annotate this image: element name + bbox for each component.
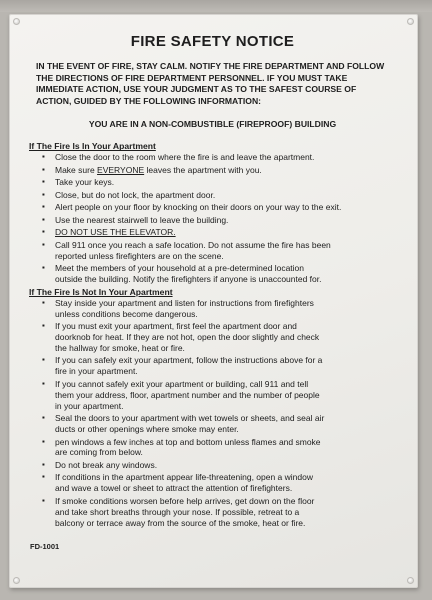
intro-line: IMMEDIATE ACTION, USE YOUR JUDGMENT AS TO THE SAFEST COURSE OF [36, 84, 357, 95]
instruction-line: If you must exit your apartment, first feel the apartment door and [55, 321, 297, 332]
bullet-icon: ▪ [42, 177, 45, 187]
instruction-line: Close the door to the room where the fire is and leave the apartment. [55, 152, 315, 163]
instruction-item [26, 227, 399, 238]
instruction-line: Seal the doors to your apartment with wet towels or sheets, and seal air [55, 413, 325, 424]
instruction-line: If smoke conditions worsen before help arrives, get down on the floor [55, 495, 315, 506]
instruction-item [26, 460, 399, 471]
intro-line: THE DIRECTIONS OF FIRE DEPARTMENT PERSONNEL. IF YOU MUST TAKE [36, 72, 348, 83]
instruction-text: leaves the apartment with you. [144, 164, 262, 175]
instruction-item [26, 496, 399, 529]
instruction-line: Alert people on your floor by knocking on their doors on your way to the exit. [55, 202, 342, 213]
rivet-icon [13, 18, 20, 25]
instruction-line: If you cannot safely exit your apartment or building, call 911 and tell [55, 378, 309, 389]
instruction-item [26, 298, 399, 320]
instruction-sections [26, 141, 399, 528]
bullet-icon: ▪ [42, 227, 45, 237]
instruction-item [26, 379, 399, 412]
instruction-item [26, 321, 399, 354]
instruction-line: balcony or terrace away from the source of the smoke, heat or fire. [55, 517, 306, 528]
bullet-icon: ▪ [42, 355, 45, 365]
instruction-line: Use the nearest stairwell to leave the building. [55, 214, 229, 225]
bullet-icon: ▪ [42, 321, 45, 331]
section-heading: If The Fire Is Not In Your Apartment [29, 286, 173, 297]
bullet-icon: ▪ [42, 214, 45, 224]
instruction-item [26, 472, 399, 494]
instruction-line: ducts or other openings where smoke may enter. [55, 424, 239, 435]
bullet-icon: ▪ [42, 164, 45, 174]
bullet-icon: ▪ [42, 495, 45, 505]
rivet-icon [13, 577, 20, 584]
instruction-item [26, 355, 399, 377]
instruction-line: Stay inside your apartment and listen for instructions from firefighters [55, 297, 314, 308]
bullet-icon: ▪ [42, 413, 45, 423]
instruction-line: Meet the members of your household at a pre-determined location [55, 263, 304, 274]
bullet-icon: ▪ [42, 189, 45, 199]
fire-safety-sign [9, 14, 418, 588]
instruction-line: outside the building. Notify the firefighters if anyone is unaccounted for. [55, 274, 322, 285]
bullet-icon: ▪ [42, 459, 45, 469]
wall-background [0, 0, 432, 12]
instruction-list [26, 298, 399, 529]
instruction-line: Do not break any windows. [55, 459, 158, 470]
instruction-line: the hallway for smoke, heat or fire. [55, 342, 185, 353]
instruction-item [26, 263, 399, 285]
instruction-line: fire in your apartment. [55, 366, 138, 377]
instruction-item [26, 437, 399, 459]
instruction-line: Take your keys. [55, 177, 115, 188]
instruction-item [26, 202, 399, 213]
rivet-icon [407, 18, 414, 25]
intro-line: ACTION, GUIDED BY THE FOLLOWING INFORMATION: [36, 95, 262, 106]
instruction-item [26, 413, 399, 435]
bullet-icon: ▪ [42, 263, 45, 273]
bullet-icon: ▪ [42, 297, 45, 307]
section-heading: If The Fire Is In Your Apartment [29, 141, 156, 152]
instruction-line: and wave a towel or sheet to attract the attention of firefighters. [55, 483, 293, 494]
instruction-line: in your apartment. [55, 400, 124, 411]
bullet-icon: ▪ [42, 202, 45, 212]
sign-code: FD-1001 [30, 542, 60, 551]
instruction-line: and take short breaths through your nose. If possible, retreat to a [55, 506, 300, 517]
bullet-icon: ▪ [42, 436, 45, 446]
building-type-notice: YOU ARE IN A NON-COMBUSTIBLE (FIREPROOF) BUILDING [88, 119, 337, 130]
instruction-item [26, 177, 399, 188]
bullet-icon: ▪ [42, 152, 45, 162]
bullet-icon: ▪ [42, 472, 45, 482]
bullet-icon: ▪ [42, 239, 45, 249]
rivet-icon [407, 577, 414, 584]
instruction-line: If conditions in the apartment appear life-threatening, open a window [55, 472, 313, 483]
instruction-line: Call 911 once you reach a safe location. Do not assume the fire has been [55, 239, 331, 250]
instruction-item [26, 215, 399, 226]
instruction-line: DO NOT USE THE ELEVATOR. [55, 227, 176, 238]
instruction-line: pen windows a few inches at top and bottom unless flames and smoke [55, 436, 321, 447]
bullet-icon: ▪ [42, 378, 45, 388]
instruction-item [26, 165, 399, 176]
instruction-item [26, 190, 399, 201]
instruction-line: unless conditions become dangerous. [55, 308, 198, 319]
instruction-line: Close, but do not lock, the apartment door. [55, 189, 216, 200]
intro-line: IN THE EVENT OF FIRE, STAY CALM. NOTIFY THE FIRE DEPARTMENT AND FOLLOW [36, 61, 385, 71]
instruction-list [26, 152, 399, 285]
instruction-item [26, 152, 399, 163]
instruction-line: If you can safely exit your apartment, follow the instructions above for a [55, 355, 323, 366]
instruction-line: them your address, floor, apartment number and the number of people [55, 389, 320, 400]
instruction-line: reported unless firefighters are on the scene. [55, 250, 224, 261]
intro-paragraph [36, 61, 393, 107]
emphasized-word: EVERYONE [97, 164, 145, 175]
sign-title: FIRE SAFETY NOTICE [130, 33, 295, 50]
instruction-line: doorknob for heat. If they are not hot, open the door slightly and check [55, 332, 320, 342]
instruction-text: Make sure [55, 164, 98, 175]
instruction-line: are coming from below. [55, 447, 143, 458]
instruction-line [55, 165, 399, 176]
instruction-item [26, 240, 399, 262]
